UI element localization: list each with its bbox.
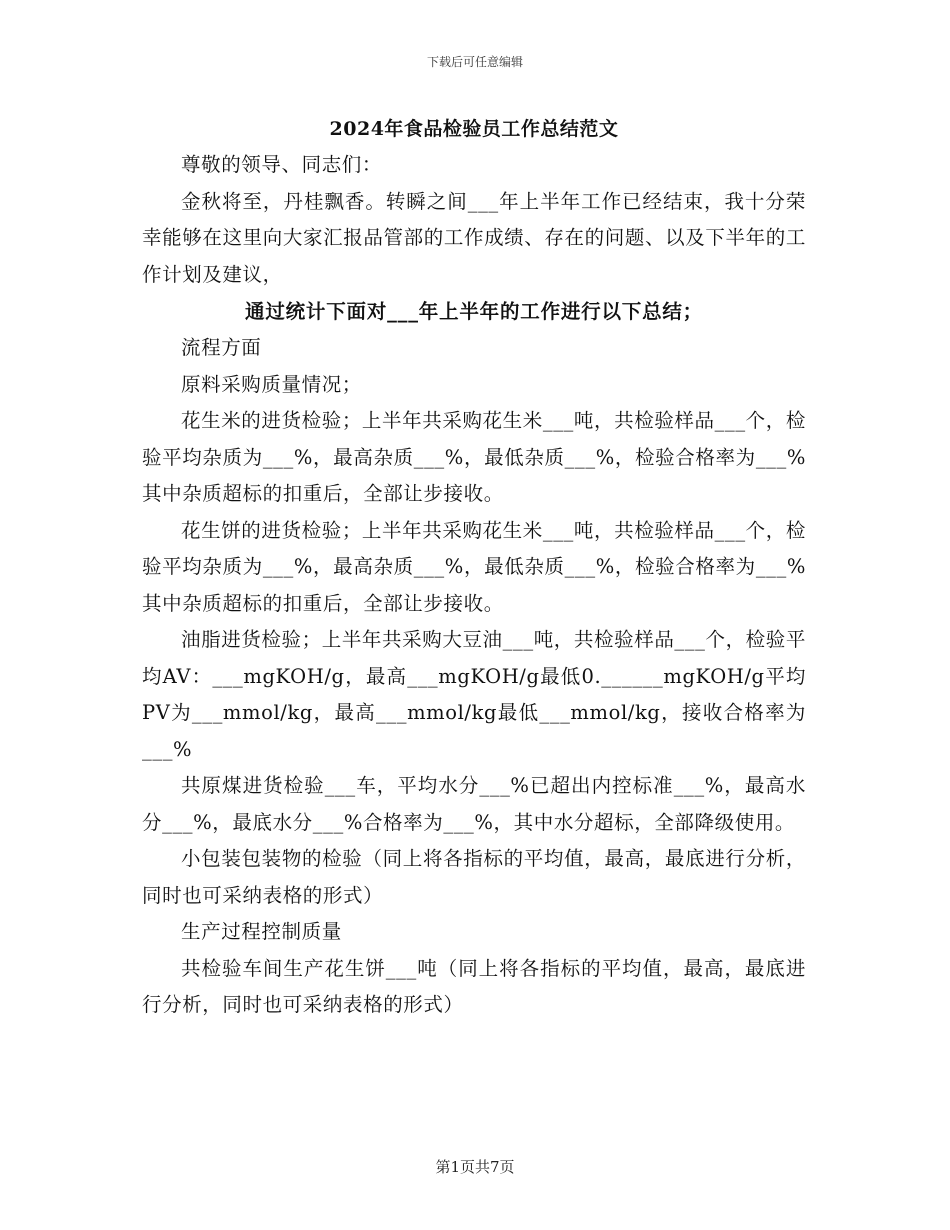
document-title: 2024年食品检验员工作总结范文 [329, 118, 619, 140]
paragraph-oil-inspection: 油脂进货检验；上半年共采购大豆油___吨，共检验样品___个，检验平均AV：___mgKOH/g，最高___mgKOH/g最低0.______mgKOH/g平均PV为___mmol/kg，最高___mmol/kg最低___mmol/kg，接收合格率为___% [142, 628, 806, 761]
paragraph-production-inspection: 共检验车间生产花生饼___吨（同上将各指标的平均值，最高，最底进行分析，同时也可采纳表格的形式） [142, 956, 806, 1016]
paragraph-coal-inspection: 共原煤进货检验___车，平均水分___%已超出内控标准___%，最高水分___%，最底水分___%合格率为___%，其中水分超标，全部降级使用。 [142, 774, 806, 834]
intro-paragraph: 金秋将至，丹桂飘香。转瞬之间___年上半年工作已经结束，我十分荣幸能够在这里向大家汇报品管部的工作成绩、存在的问题、以及下半年的工作计划及建议， [142, 189, 806, 286]
salutation: 尊敬的领导、同志们： [181, 153, 383, 176]
paragraph-packaging-inspection: 小包装包装物的检验（同上将各指标的平均值，最高，最底进行分析，同时也可采纳表格的形式） [142, 847, 806, 907]
paragraph-peanut-inspection: 花生米的进货检验；上半年共采购花生米___吨，共检验样品___个，检验平均杂质为___%，最高杂质___%，最低杂质___%，检验合格率为___%其中杂质超标的扣重后，全部让步接收。 [142, 409, 806, 505]
document-body [142, 112, 806, 1024]
header-note: 下载后可任意编辑 [426, 55, 523, 69]
paragraph-peanut-cake-inspection: 花生饼的进货检验；上半年共采购花生米___吨，共检验样品___个，检验平均杂质为___%，最高杂质___%，最低杂质___%，检验合格率为___%其中杂质超标的扣重后，全部让步接收。 [142, 518, 806, 615]
page-footer: 第1页共7页 [435, 1158, 515, 1176]
section-heading-raw-materials: 原料采购质量情况； [181, 372, 362, 396]
section-heading-process: 流程方面 [181, 336, 262, 359]
summary-subheading: 通过统计下面对___年上半年的工作进行以下总结； [245, 300, 703, 323]
section-heading-production: 生产过程控制质量 [181, 920, 342, 943]
